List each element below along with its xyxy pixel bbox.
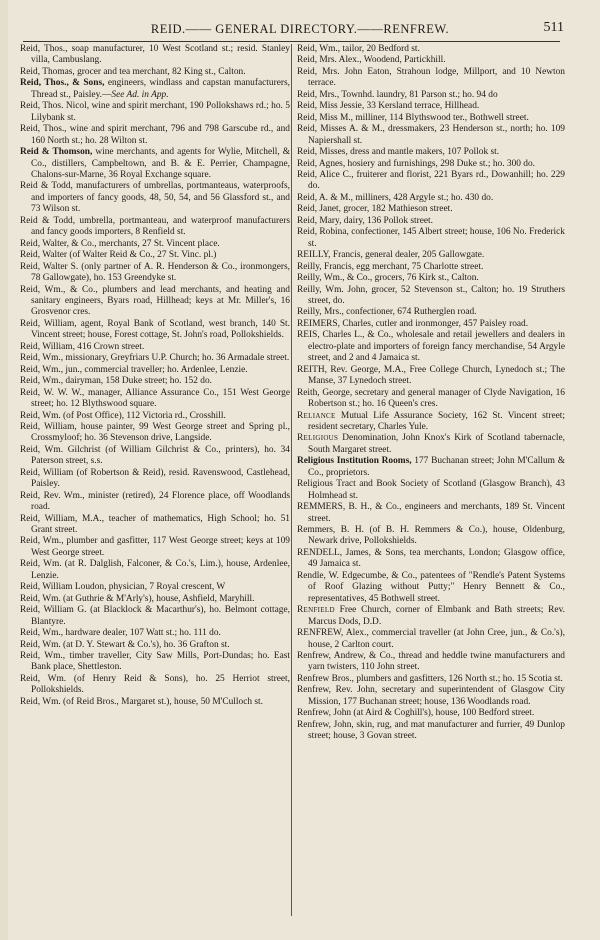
entry-text: Reid, A. & M., milliners, 428 Argyle st.; ho. 430 do. xyxy=(297,192,494,203)
directory-entry xyxy=(297,720,565,743)
directory-entry xyxy=(20,536,290,559)
entry-tail: See Ad. in App. xyxy=(111,89,169,100)
directory-entry xyxy=(20,44,290,67)
entry-lead: Renfield xyxy=(297,605,335,616)
entry-text: Reid & Todd, manufacturers of umbrellas, portmanteaus, waterproofs, and importers of fancy goods, 48, 50, 54, and 56 Glassford st., and 73 Wilson st. xyxy=(20,181,290,215)
entry-text: Reid, Walter S. (only partner of A. R. Henderson & Co., ironmongers, 78 Gallowgate), ho. 153 Greendyke st. xyxy=(20,261,290,284)
entry-lead: Reid & Thomson, xyxy=(20,147,93,158)
entry-text: Reid, William, M.A., teacher of mathematics, High School; ho. 51 Grant street. xyxy=(20,513,290,536)
entry-text: Reid, Wm. Gilchrist (of William Gilchrist & Co., printers), ho. 34 Paterson street, s.s. xyxy=(20,444,290,467)
entry-text: Reid, William, agent, Royal Bank of Scotland, west branch, 140 St. Vincent street; house, Forest cottage, St. John's road, Pollokshields. xyxy=(20,318,290,341)
page-edge xyxy=(0,0,8,940)
directory-entry xyxy=(20,365,290,376)
directory-entry xyxy=(297,319,565,330)
entry-text: Reid, Wm., hardware dealer, 107 Watt st.; ho. 111 do. xyxy=(20,628,221,639)
entry-text: REILLY, Francis, general dealer, 205 Gallowgate. xyxy=(297,250,485,261)
entry-text: Mutual Life Assurance Society, 162 St. Vincent street; resident secretary, Charles Yule. xyxy=(308,410,565,432)
entry-text: Reilly, Mrs., confectioner, 674 Rutherglen road. xyxy=(297,307,477,318)
directory-entry xyxy=(297,113,565,124)
entry-text: Reid & Todd, umbrella, portmanteau, and waterproof manufacturers and fancy goods importers, 8 Renfield st. xyxy=(20,215,290,238)
directory-entry xyxy=(20,422,290,445)
directory-entry xyxy=(20,445,290,468)
directory-entry xyxy=(297,250,565,261)
entry-text: REITH, Rev. George, M.A., Free College Church, Lynedoch st.; The Manse, 37 Lynedoch street. xyxy=(297,364,565,387)
directory-entry xyxy=(297,411,565,434)
entry-text: Reid, Agnes, hosiery and furnishings, 298 Duke st.; ho. 300 do. xyxy=(297,158,536,169)
directory-entry xyxy=(20,468,290,491)
directory-entry xyxy=(20,628,290,639)
entry-text: Reid, Wm., timber traveller, City Saw Mills, Port-Dundas; ho. East Bank place, Shettleston. xyxy=(20,651,290,673)
entry-text: Reid, Walter, & Co., merchants, 27 St. Vincent place. xyxy=(20,238,220,249)
directory-entry xyxy=(20,376,290,387)
entry-text: Reid, Thos., wine and spirit merchant, 796 and 798 Garscube rd., and 160 North st.; ho. 28 Wilton st. xyxy=(20,124,290,146)
directory-entry xyxy=(297,674,565,685)
right-column xyxy=(297,44,565,743)
entry-text: Reid, Wm. (of Henry Reid & Sons), ho. 25 Herriot street, Pollokshields. xyxy=(20,673,290,696)
entry-text: Reid, Wm. (at D. Y. Stewart & Co.'s), ho. 36 Grafton st. xyxy=(20,639,230,650)
entry-text: REMMERS, B. H., & Co., engineers and merchants, 189 St. Vincent street. xyxy=(297,502,565,524)
directory-entry xyxy=(20,78,290,101)
directory-entry xyxy=(297,605,565,628)
page-header xyxy=(0,22,600,40)
entry-text: Reilly, Wm. John, grocer, 52 Stevenson st., Calton; ho. 19 Struthers street, do. xyxy=(297,284,565,306)
entry-text: Reid, Miss Jessie, 33 Kersland terrace, Hillhead. xyxy=(297,101,480,112)
entry-text: Reid, Misses A. & M., dressmakers, 23 Henderson st., north; ho. 109 Napiershall st. xyxy=(297,124,565,146)
entry-text: Reid, Mrs. John Eaton, Strahoun lodge, Millport, and 10 Newton terrace. xyxy=(297,66,565,89)
entry-text: Reid, Mary, dairy, 136 Pollok street. xyxy=(297,215,433,226)
entry-text: Reid, Thos. Nicol, wine and spirit merchant, 190 Pollokshaws rd.; ho. 5 Lilybank st. xyxy=(20,101,290,123)
entry-lead: Religious xyxy=(297,433,339,444)
entry-text: Reid, William G. (at Blacklock & Macarthur's), ho. Belmont cottage, Blantyre. xyxy=(20,605,290,627)
entry-text: Reid, Thomas, grocer and tea merchant, 82 King st., Calton. xyxy=(20,66,246,77)
directory-entry xyxy=(297,147,565,158)
entry-text: Reid, Wm., & Co., plumbers and lead merchants, and heating and sanitary engineers, Byars road, Hillhead; keys at Mr. Miller's, 16 Grosvenor cres. xyxy=(20,284,290,318)
directory-entry xyxy=(20,342,290,353)
entry-text: Reid, Wm. (at Guthrie & M'Arly's), house, Ashfield, Maryhill. xyxy=(20,593,255,604)
entry-text: Renfrew, Andrew, & Co., thread and heddle twine manufacturers and yarn twisters, 110 John street. xyxy=(297,651,565,673)
entry-text: Reid, Wm. (of Reid Bros., Margaret st.), house, 50 M'Culloch st. xyxy=(20,696,263,707)
directory-entry xyxy=(20,181,290,215)
entry-text: Rendle, W. Edgecumbe, & Co., patentees of "Rendle's Patent Systems of Roof Glazing without Putty;" Henry Bennett & Co., representatives, 45 Bothwell street. xyxy=(297,570,565,604)
entry-text: Renfrew, John (at Aird & Coghill's), house, 100 Bedford street. xyxy=(297,708,535,719)
entry-lead: Reliance xyxy=(297,410,336,421)
directory-entry xyxy=(20,491,290,514)
entry-text: Reid, W. W. W., manager, Alliance Assurance Co., 151 West George street; ho. 12 Blythswood square. xyxy=(20,387,290,410)
directory-entry xyxy=(297,651,565,674)
running-head: REID.—— GENERAL DIRECTORY.——RENFREW. xyxy=(150,22,450,36)
directory-entry xyxy=(20,388,290,411)
entry-text: 177 Buchanan street; John M'Callum & Co., proprietors. xyxy=(308,456,565,478)
directory-entry xyxy=(20,216,290,239)
entry-text: Reid, Alice C., fruiterer and florist, 221 Byars rd., Dowanhill; ho. 229 do. xyxy=(297,169,565,192)
directory-entry xyxy=(20,67,290,78)
directory-entry xyxy=(297,307,565,318)
entry-text: RENDELL, James, & Sons, tea merchants, London; Glasgow office, 49 Jamaica st. xyxy=(297,547,565,570)
entry-text: Reid, Misses, dress and mantle makers, 107 Pollok st. xyxy=(297,147,500,158)
entry-text: Reid, Wm., missionary, Greyfriars U.P. Church; ho. 36 Armadale street. xyxy=(20,353,290,364)
directory-entry xyxy=(297,330,565,364)
entry-text: Reid, Rev. Wm., minister (retired), 24 Florence place, off Woodlands road. xyxy=(20,490,290,513)
directory-entry xyxy=(20,605,290,628)
directory-entry xyxy=(20,514,290,537)
entry-text: Reid, William, 416 Crown street. xyxy=(20,341,145,352)
directory-entry xyxy=(297,388,565,411)
entry-text: Denomination, John Knox's Kirk of Scotland tabernacle, South Margaret street. xyxy=(308,433,565,455)
entry-text: Renfrew, John, skin, rug, and mat manufacturer and furrier, 49 Dunlop street; house, 3 Govan street. xyxy=(297,719,565,742)
directory-entry xyxy=(20,582,290,593)
directory-entry xyxy=(297,90,565,101)
entry-text: Reid, Wm., dairyman, 158 Duke street; ho. 152 do. xyxy=(20,376,212,387)
entry-lead: Reid, Thos., & Sons, xyxy=(20,78,105,89)
directory-entry xyxy=(297,227,565,250)
entry-text: Reid, William (of Robertson & Reid), resid. Ravenswood, Castlehead, Paisley. xyxy=(20,467,290,490)
directory-entry xyxy=(20,101,290,124)
entry-text: Reid, Wm. (of Post Office), 112 Victoria rd., Crosshill. xyxy=(20,410,226,421)
directory-entry xyxy=(297,685,565,708)
entry-text: Reid, Wm., jun., commercial traveller; ho. Ardenlee, Lenzie. xyxy=(20,364,248,375)
directory-entry xyxy=(297,628,565,651)
directory-entry xyxy=(297,479,565,502)
directory-entry xyxy=(297,456,565,479)
entry-text: Reid, Walter (of Walter Reid & Co., 27 St. Vinc. pl.) xyxy=(20,250,217,261)
directory-entry xyxy=(297,273,565,284)
entry-text: Reid, William Loudon, physician, 7 Royal crescent, W xyxy=(20,582,226,593)
directory-entry xyxy=(20,411,290,422)
directory-entry xyxy=(20,594,290,605)
directory-entry xyxy=(20,697,290,708)
directory-entry xyxy=(20,124,290,147)
directory-entry xyxy=(20,147,290,181)
entry-text: RENFREW, Alex., commercial traveller (at John Cree, jun., & Co.'s), house, 2 Carlton court. xyxy=(297,628,565,650)
entry-text: Reid, Mrs., Townhd. laundry, 81 Parson st.; ho. 94 do xyxy=(297,89,498,100)
directory-entry xyxy=(20,319,290,342)
directory-entry xyxy=(20,285,290,319)
entry-text: Reid, Janet, grocer, 182 Mathieson street. xyxy=(297,204,453,215)
directory-entry xyxy=(297,101,565,112)
entry-text: Religious Tract and Book Society of Scotland (Glasgow Branch), 43 Holmhead st. xyxy=(297,479,565,501)
directory-entry xyxy=(20,250,290,261)
entry-text: Remmers, B. H. (of B. H. Remmers & Co.), house, Oldenburg, Newark drive, Pollokshields. xyxy=(297,525,565,547)
directory-entry xyxy=(297,124,565,147)
directory-entry xyxy=(20,239,290,250)
directory-entry xyxy=(20,262,290,285)
entry-text: Reid, William, house painter, 99 West George street and Spring pl., Crossmyloof; ho. 36 Stevenson drive, Langside. xyxy=(20,421,290,444)
directory-entry xyxy=(20,674,290,697)
entry-text: REIS, Charles L., & Co., wholesale and retail jewellers and dealers in electro-plate and importers of foreign fancy merchandise, 54 Argyle street, and 2 and 4 Jamaica st. xyxy=(297,330,565,364)
directory-entry xyxy=(297,571,565,605)
entry-text: Reid, Wm. (at R. Dalglish, Falconer, & Co.'s, Lim.), house, Ardenlee, Lenzie. xyxy=(20,559,290,581)
directory-entry xyxy=(297,502,565,525)
entry-text: wine merchants, and agents for Wylie, Mitchell, & Co., distillers, Campbeltown, and B. & E. Perrier, Champagne, Chalons-sur-Marne, 36 Royal Exchange square. xyxy=(31,147,290,180)
entry-text: Reilly, Wm., & Co., grocers, 76 Kirk st., Calton. xyxy=(297,273,479,284)
page-number: 511 xyxy=(543,20,564,35)
directory-entry xyxy=(297,55,565,66)
directory-entry xyxy=(297,262,565,273)
header-rule xyxy=(23,41,560,42)
directory-entry xyxy=(297,159,565,170)
entry-lead: Religious Institution Rooms, xyxy=(297,456,412,467)
entry-text: engineers, windlass and capstan manufacturers, Thread st., Paisley.— xyxy=(31,78,290,100)
entry-text: Reid, Miss M., milliner, 114 Blythswood ter., Bothwell street. xyxy=(297,112,529,123)
entry-text: Reid, Thos., soap manufacturer, 10 West Scotland st.; resid. Stanley villa, Cambuslang. xyxy=(20,44,290,66)
entry-text: Renfrew Bros., plumbers and gasfitters, 126 North st.; ho. 15 Scotia st. xyxy=(297,673,563,684)
directory-entry xyxy=(297,67,565,90)
directory-entry xyxy=(297,170,565,193)
directory-entry xyxy=(297,193,565,204)
directory-entry xyxy=(20,559,290,582)
entry-text: Reith, George, secretary and general manager of Clyde Navigation, 16 Robertson st.; ho. 16 Queen's cres. xyxy=(297,387,565,410)
directory-entry xyxy=(297,525,565,548)
directory-entry xyxy=(297,204,565,215)
entry-text: REIMERS, Charles, cutler and ironmonger, 457 Paisley road. xyxy=(297,318,529,329)
directory-entry xyxy=(20,640,290,651)
directory-entry xyxy=(297,365,565,388)
directory-entry xyxy=(297,433,565,456)
column-divider xyxy=(291,44,292,916)
directory-entry xyxy=(297,548,565,571)
entry-text: Renfrew, Rev. John, secretary and superintendent of Glasgow City Mission, 177 Buchanan street; house, 136 Woodlands road. xyxy=(297,685,565,707)
entry-text: Free Church, corner of Elmbank and Bath streets; Rev. Marcus Dods, D.D. xyxy=(308,605,565,627)
entry-text: Reid, Wm., plumber and gasfitter, 117 West George street; keys at 109 West George street. xyxy=(20,536,290,558)
entry-text: Reilly, Francis, egg merchant, 75 Charlotte street. xyxy=(297,261,484,272)
directory-entry xyxy=(297,216,565,227)
entry-text: Reid, Mrs. Alex., Woodend, Partickhill. xyxy=(297,55,446,66)
directory-entry xyxy=(20,651,290,674)
entry-text: Reid, Robina, confectioner, 145 Albert street; house, 106 No. Frederick st. xyxy=(297,227,565,249)
directory-entry xyxy=(297,285,565,308)
left-column xyxy=(20,44,290,708)
directory-entry xyxy=(297,708,565,719)
directory-entry xyxy=(297,44,565,55)
directory-entry xyxy=(20,353,290,364)
entry-text: Reid, Wm., tailor, 20 Bedford st. xyxy=(297,44,420,54)
